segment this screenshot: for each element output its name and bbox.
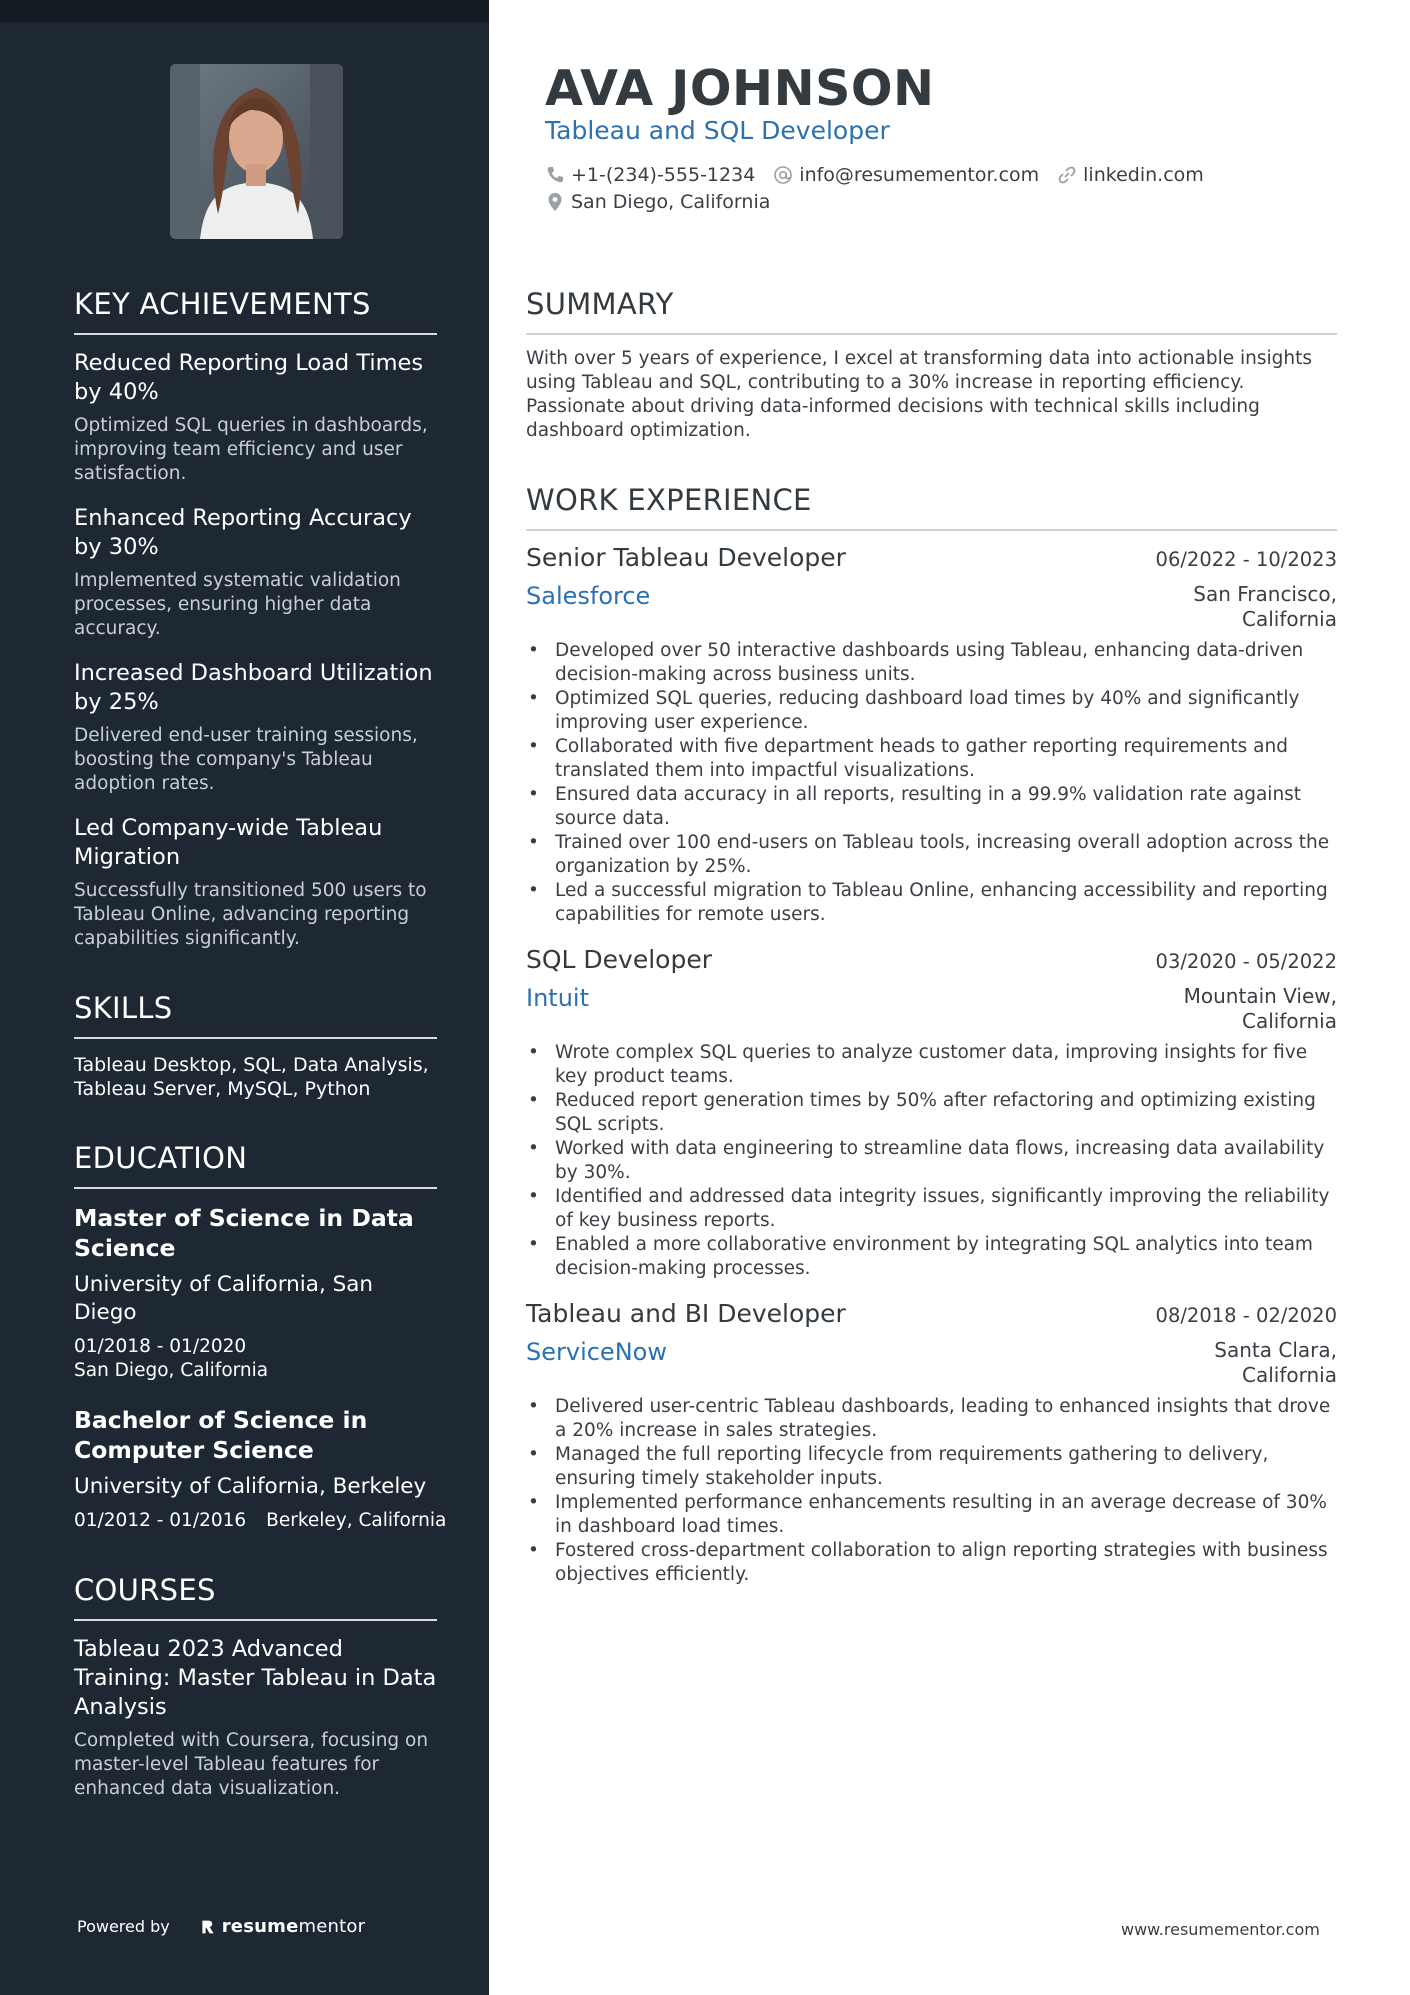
achievement-item — [74, 659, 437, 796]
brand-logo[interactable] — [200, 1916, 365, 1937]
achievement-item — [74, 504, 437, 641]
location-text: San Diego, California — [571, 191, 771, 213]
achievement-title: Increased Dashboard Utilization by 25% — [74, 660, 433, 715]
achievement-description: Successfully transitioned 500 users to Tableau Online, advancing reporting capabilities significantly. — [74, 880, 427, 949]
job-dates: 06/2022 - 10/2023 — [1155, 548, 1337, 571]
job-location: Santa Clara, California — [1214, 1338, 1337, 1387]
education-school: University of California, San Diego — [74, 1272, 374, 1325]
job-bullet: • Optimized SQL queries, reducing dashboard load times by 40% and significantly improving user experience. — [526, 687, 1337, 735]
phone-icon — [545, 165, 565, 185]
job-title: Tableau and BI Developer — [526, 1299, 846, 1328]
job-bullets — [526, 1395, 1337, 1587]
education-heading: EDUCATION — [74, 1141, 437, 1189]
achievement-item — [74, 814, 437, 951]
contact-row — [545, 164, 1204, 186]
education-dates: 01/2018 - 01/2020 — [74, 1336, 247, 1357]
phone-text: +1-(234)-555-1234 — [571, 164, 756, 186]
job-bullet: • Fostered cross-department collaboration to align reporting strategies with business objectives efficiently. — [526, 1539, 1337, 1587]
achievement-description: Implemented systematic validation processes, ensuring higher data accuracy. — [74, 570, 401, 639]
contact-phone[interactable] — [545, 164, 755, 186]
job-bullet: • Ensured data accuracy in all reports, resulting in a 99.9% validation rate against source data. — [526, 783, 1337, 831]
job-title: SQL Developer — [526, 945, 712, 974]
summary-text: With over 5 years of experience, I excel at transforming data into actionable insights using Tableau and SQL, contributing to a 30% increase in reporting efficiency. Passionate about driving data-informed decisions with technical skills including dashboard optimization. — [526, 348, 1313, 441]
course-title: Tableau 2023 Advanced Training: Master Tableau in Data Analysis — [74, 1636, 437, 1720]
education-degree: Master of Science in Data Science — [74, 1204, 414, 1262]
contact-email[interactable] — [773, 164, 1039, 186]
job-bullet: • Identified and addressed data integrity issues, significantly improving the reliability of key business reports. — [526, 1185, 1337, 1233]
job-bullet: • Implemented performance enhancements resulting in an average decrease of 30% in dashboard load times. — [526, 1491, 1337, 1539]
at-icon — [773, 165, 793, 185]
location-pin-icon — [545, 192, 565, 212]
achievement-title: Enhanced Reporting Accuracy by 30% — [74, 505, 412, 560]
summary-heading: SUMMARY — [526, 287, 1337, 335]
skills-list: Tableau Desktop, SQL, Data Analysis, Tableau Server, MySQL, Python — [74, 1054, 429, 1100]
job-bullet: • Enabled a more collaborative environment by integrating SQL analytics into team decision-making processes. — [526, 1233, 1337, 1281]
job-bullet: • Managed the full reporting lifecycle from requirements gathering to delivery, ensuring timely stakeholder inputs. — [526, 1443, 1337, 1491]
education-location: San Diego, California — [74, 1360, 269, 1381]
footer-website-link[interactable]: www.resumementor.com — [1121, 1920, 1320, 1939]
job-bullet: • Collaborated with five department heads to gather reporting requirements and translated them into impactful visualizations. — [526, 735, 1337, 783]
achievement-title: Reduced Reporting Load Times by 40% — [74, 350, 424, 405]
achievement-description: Delivered end-user training sessions, boosting the company's Tableau adoption rates. — [74, 725, 418, 794]
job-company: Intuit — [526, 984, 589, 1012]
powered-by — [77, 1916, 365, 1937]
brand-name-first: resume — [221, 1916, 299, 1937]
course-item — [74, 1635, 437, 1801]
job-bullet: • Delivered user-centric Tableau dashboards, leading to enhanced insights that drove a 20% increase in sales strategies. — [526, 1395, 1337, 1443]
job-location: San Francisco, California — [1193, 582, 1337, 631]
email-text: info@resumementor.com — [799, 164, 1040, 186]
job-location: Mountain View, California — [1183, 984, 1337, 1033]
brand-name-second: mentor — [298, 1916, 366, 1937]
profile-photo — [170, 64, 343, 239]
main-content — [526, 287, 1337, 1587]
education-school: University of California, Berkeley — [74, 1474, 427, 1499]
education-item — [74, 1405, 447, 1533]
linkedin-text: linkedin.com — [1083, 164, 1204, 186]
job-bullet: • Trained over 100 end-users on Tableau tools, increasing overall adoption across the organization by 25%. — [526, 831, 1337, 879]
achievement-description: Optimized SQL queries in dashboards, improving team efficiency and user satisfaction. — [74, 415, 428, 484]
contact-row-location — [545, 191, 770, 213]
job-dates: 08/2018 - 02/2020 — [1155, 1304, 1337, 1327]
achievements-heading: KEY ACHIEVEMENTS — [74, 287, 437, 335]
job-entry — [526, 1299, 1337, 1587]
sidebar — [0, 0, 489, 1995]
course-description: Completed with Coursera, focusing on master-level Tableau features for enhanced data visualization. — [74, 1730, 429, 1799]
job-entry — [526, 543, 1337, 927]
job-company: Salesforce — [526, 582, 651, 610]
candidate-name: AVA JOHNSON — [545, 60, 935, 117]
job-bullet: • Reduced report generation times by 50% after refactoring and optimizing existing SQL scripts. — [526, 1089, 1337, 1137]
job-bullets — [526, 639, 1337, 927]
education-degree: Bachelor of Science in Computer Science — [74, 1406, 368, 1464]
achievement-title: Led Company-wide Tableau Migration — [74, 815, 383, 870]
education-item — [74, 1203, 437, 1383]
job-bullet: • Led a successful migration to Tableau Online, enhancing accessibility and reporting capabilities for remote users. — [526, 879, 1337, 927]
achievement-item — [74, 349, 437, 486]
education-location: Berkeley, California — [266, 1510, 447, 1531]
job-title: Senior Tableau Developer — [526, 543, 846, 572]
job-company: ServiceNow — [526, 1338, 667, 1366]
education-dates: 01/2012 - 01/2016 — [74, 1510, 247, 1531]
sidebar-top-bar — [0, 0, 489, 22]
link-icon — [1057, 165, 1077, 185]
job-entry — [526, 945, 1337, 1281]
contact-location — [545, 191, 770, 213]
job-dates: 03/2020 - 05/2022 — [1155, 950, 1337, 973]
candidate-role: Tableau and SQL Developer — [545, 116, 890, 145]
brand-mark-icon — [200, 1917, 216, 1937]
contact-linkedin[interactable] — [1057, 164, 1204, 186]
job-bullet: • Wrote complex SQL queries to analyze customer data, improving insights for five key product teams. — [526, 1041, 1337, 1089]
experience-heading: WORK EXPERIENCE — [526, 483, 1337, 531]
job-bullet: • Developed over 50 interactive dashboards using Tableau, enhancing data-driven decision-making across business units. — [526, 639, 1337, 687]
job-bullets — [526, 1041, 1337, 1281]
powered-by-label: Powered by — [77, 1917, 170, 1936]
job-bullet: • Worked with data engineering to streamline data flows, increasing data availability by 30%. — [526, 1137, 1337, 1185]
skills-heading: SKILLS — [74, 991, 437, 1039]
courses-heading: COURSES — [74, 1573, 437, 1621]
